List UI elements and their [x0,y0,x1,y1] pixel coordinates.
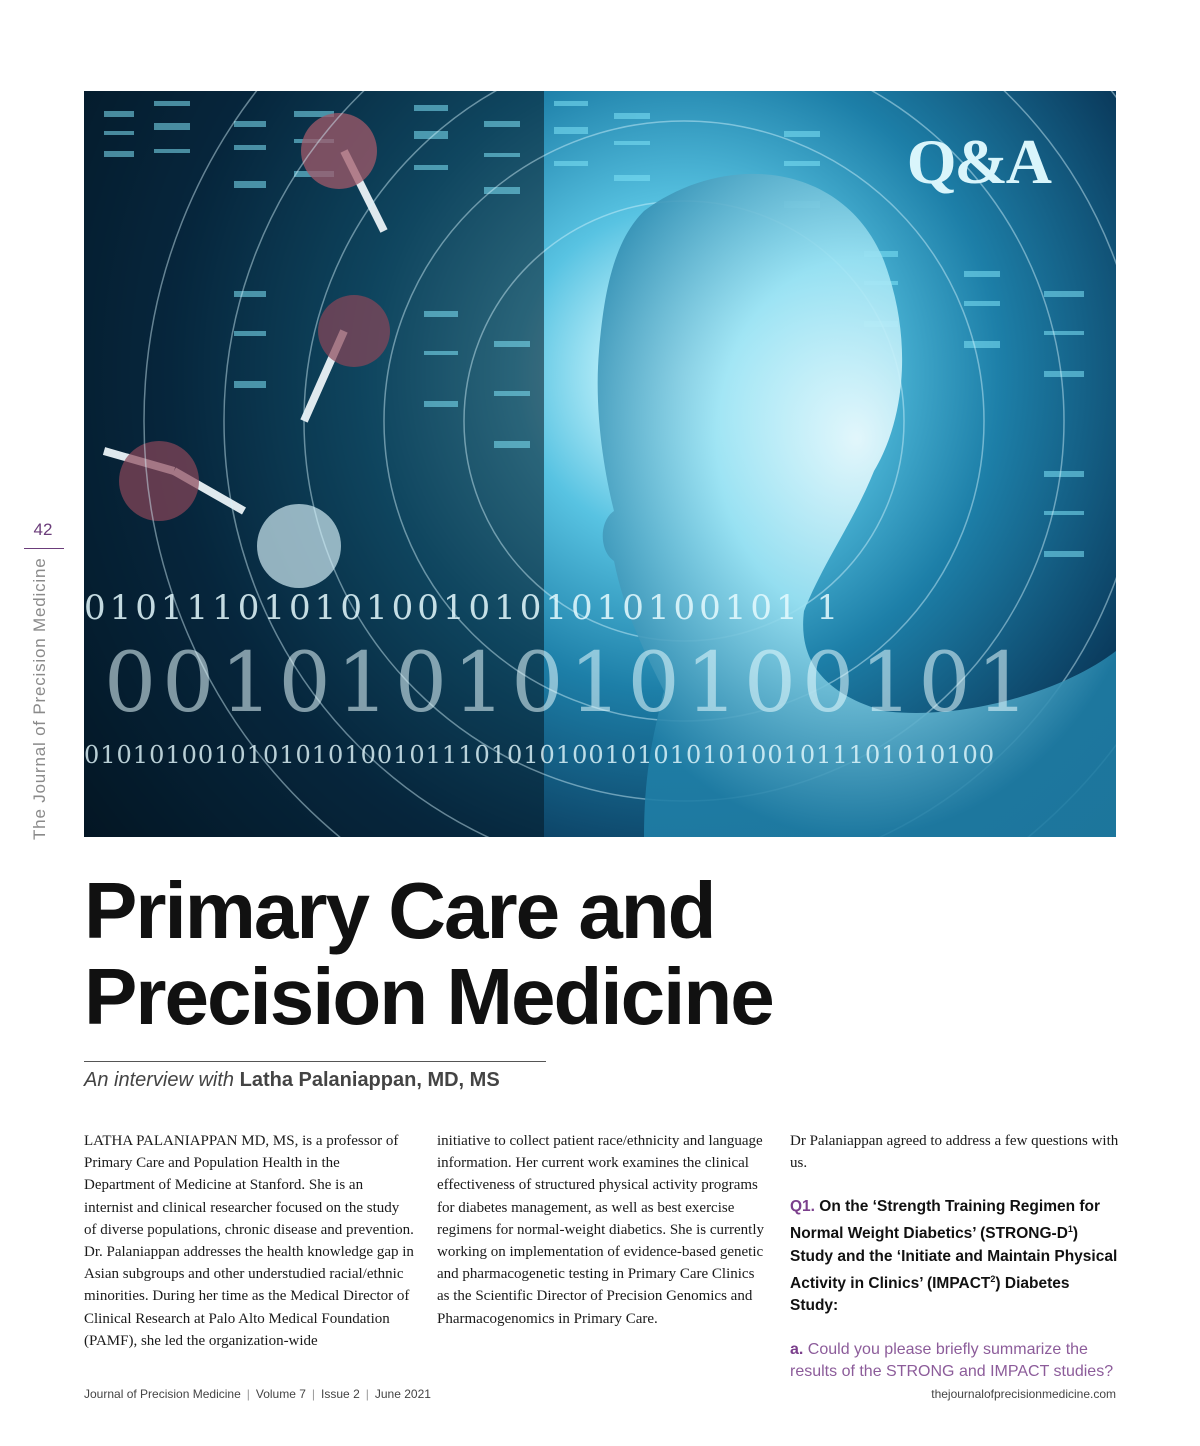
body-column-3 [790,1130,1120,1383]
page-number-divider [24,548,64,549]
intro-paragraph: Dr Palaniappan agreed to address a few questions with us. [790,1133,1119,1172]
footer-journal: Journal of Precision Medicine [84,1387,241,1401]
sub-question-letter: a. [790,1340,804,1358]
footnote-ref-1: 1 [1067,1224,1073,1235]
footer-volume: Volume 7 [255,1387,306,1401]
footnote-ref-2: 2 [990,1273,996,1284]
bio-paragraph-1: LATHA PALANIAPPAN MD, MS, is a professor of Primary Care and Population Health in the Department of Medicine at Stanford. She is an internist and clinical researcher focused on the study of diverse populations, chronic disease and prevention. Dr. Palaniappan addresses the health knowledge gap in Asian subgroups and other understudied racial/ethnic minorities. During her time as the Medical Director of Clinical Research at Palo Alto Medical Foundation (PAMF), she led the organization-wide [84,1133,414,1349]
footer-url[interactable]: thejournalofprecisionmedicine.com [931,1387,1116,1401]
byline-name: Latha Palaniappan, MD, MS [239,1069,500,1091]
human-head-figure [598,174,1116,837]
side-journal-title: The Journal of Precision Medicine [30,557,49,840]
binary-row-1: 0101110101010010101010100101 1 [84,588,843,628]
body-column-2 [437,1130,767,1330]
question-number: Q1. [790,1198,815,1216]
question-1 [790,1196,1120,1316]
byline [84,1069,500,1092]
title-divider [84,1061,546,1062]
page-number: 42 [33,520,53,539]
article-title-line-2: Precision Medicine [84,952,773,1041]
binary-row-2: 0010101010100101 [104,636,1035,731]
hero-artwork [84,91,1116,837]
body-column-1 [84,1130,414,1352]
footer-citation [84,1387,431,1401]
sub-question-a [790,1339,1120,1383]
footer-separator: | [311,1387,316,1401]
question-text-c: ) Diabetes Study: [790,1274,1070,1314]
binary-row-3: 01010100101010101001011101010100101010101001011101010100 [84,741,996,769]
bio-paragraph-2: initiative to collect patient race/ethnicity and language information. Her current work examines the clinical effectiveness of structured physical activity programs for diabetes management, as well as best exercise regimens for normal-weight diabetics. She is currently working on implementation of evidence-based genetic and pharmacogenetic testing in Primary Care Clinics as the Scientific Director of Precision Genomics and Pharmacogenomics in Primary Care. [437,1133,764,1327]
hero-image [84,91,1116,837]
footer-separator: | [365,1387,369,1401]
question-text-a: On the ‘Strength Training Regimen for Normal Weight Diabetics’ (STRONG-D [790,1198,1101,1243]
footer-issue: Issue 2 [321,1387,360,1401]
article-title [84,868,984,1040]
sub-question-text: Could you please briefly summarize the results of the STRONG and IMPACT studies? [790,1340,1114,1380]
qa-badge: Q&A [906,126,1050,197]
footer-date: June 2021 [374,1387,431,1401]
footer-separator: | [246,1387,250,1401]
byline-intro: An interview with [84,1069,235,1091]
article-title-line-1: Primary Care and [84,866,715,955]
question-text-b: ) Study and the ‘Initiate and Maintain Physical Activity in Clinics’ (IMPACT [790,1225,1118,1292]
